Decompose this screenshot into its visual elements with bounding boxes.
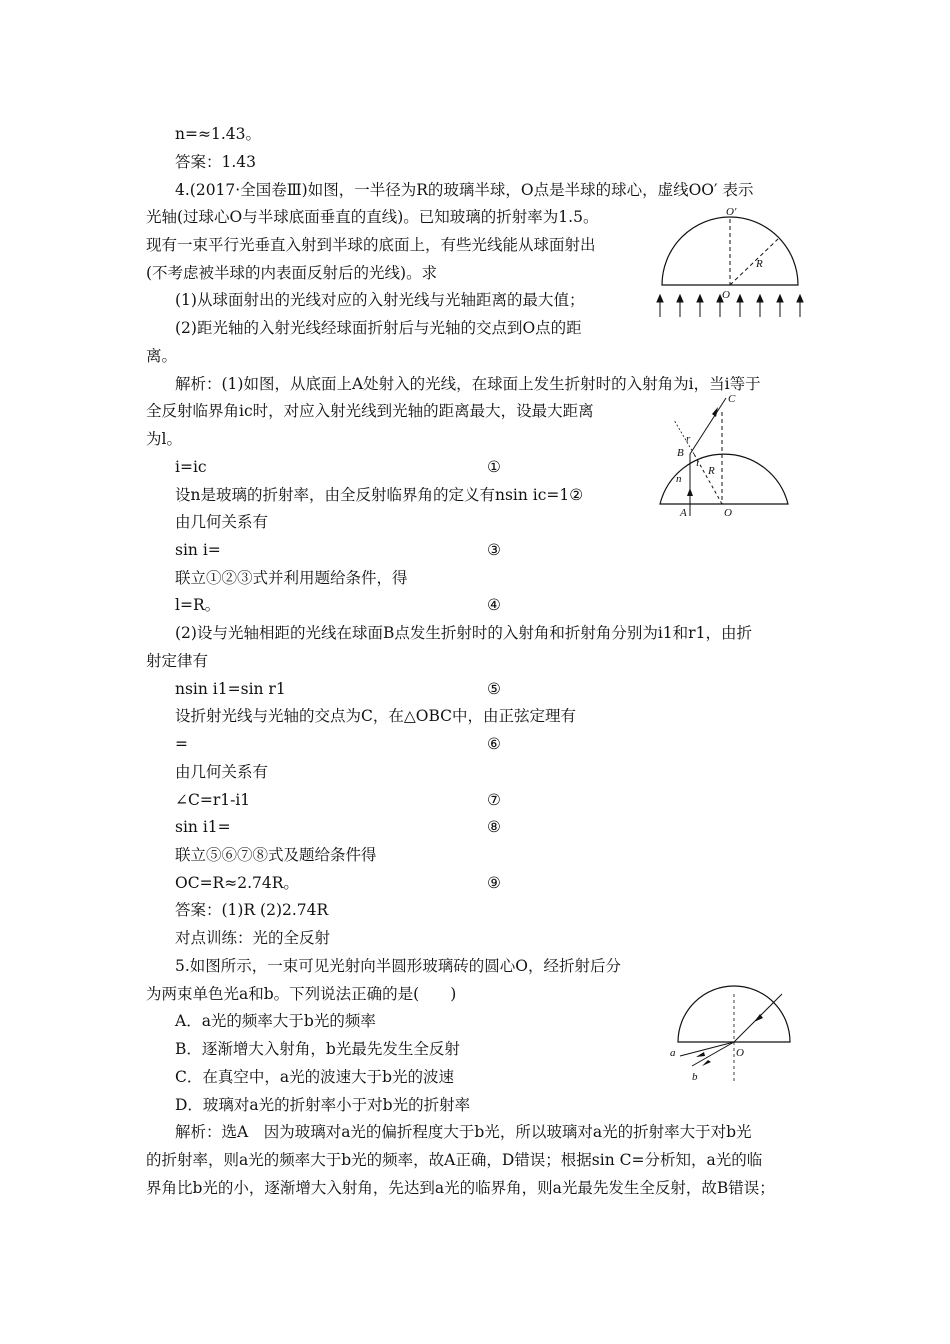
text-line: 由几何关系有 — [175, 763, 269, 781]
text-line: i=ic — [175, 458, 207, 476]
text-line: l=R。 — [175, 596, 221, 614]
text-line: 设n是玻璃的折射率，由全反射临界角的定义有nsin ic=1② — [175, 486, 584, 504]
label-r: R — [756, 258, 763, 270]
equation-number: ⑤ — [487, 680, 501, 698]
hemisphere-figure — [652, 205, 812, 325]
label-r-small: r — [686, 433, 691, 445]
text-line: 现有一束平行光垂直入射到半球的底面上，有些光线能从球面射出 — [146, 236, 596, 254]
text-line: 联立⑤⑥⑦⑧式及题给条件得 — [175, 846, 377, 864]
text-line: 5.如图所示，一束可见光射向半圆形玻璃砖的圆心O，经折射后分 — [175, 957, 621, 975]
text-line: 全反射临界角ic时，对应入射光线到光轴的距离最大，设最大距离 — [146, 402, 594, 420]
label-i: i — [696, 457, 700, 469]
text-line: 由几何关系有 — [175, 513, 269, 531]
text-line: 光轴(过球心O与半球底面垂直的直线)。已知玻璃的折射率为1.5。 — [146, 208, 599, 226]
text-line: (不考虑被半球的内表面反射后的光线)。求 — [146, 264, 438, 282]
text-line: D．玻璃对a光的折射率小于对b光的折射率 — [175, 1096, 471, 1114]
text-line: 解析：选A 因为玻璃对a光的偏折程度大于b光，所以玻璃对a光的折射率大于对b光 — [175, 1123, 752, 1141]
text-line: 对点训练：光的全反射 — [175, 929, 331, 947]
text-line: n=≈1.43。 — [175, 125, 261, 143]
text-line: A．a光的频率大于b光的频率 — [175, 1012, 376, 1030]
label-o-prime: O′ — [726, 206, 737, 218]
text-line: (1)从球面射出的光线对应的入射光线与光轴距离的最大值； — [175, 291, 585, 309]
text-line: (2)设与光轴相距的光线在球面B点发生折射时的入射角和折射角分别为i1和r1，由折 — [175, 624, 752, 642]
text-line: 联立①②③式并利用题给条件，得 — [175, 569, 408, 587]
text-line: 设折射光线与光轴的交点为C，在△OBC中，由正弦定理有 — [175, 707, 577, 725]
label-b: B — [677, 447, 684, 459]
text-line: 为l。 — [146, 430, 182, 448]
equation-number: ③ — [487, 541, 501, 559]
text-line: sin i1= — [175, 818, 231, 836]
label-c: C — [728, 393, 736, 405]
equation-number: ⑦ — [487, 791, 501, 809]
label-o: O — [736, 1047, 744, 1059]
text-line: ∠C=r1-i1 — [175, 791, 251, 809]
text-line: 界角比b光的小，逐渐增大入射角，先达到a光的临界角，则a光最先发生全反射，故B错误； — [146, 1179, 775, 1197]
label-n: n — [676, 473, 682, 485]
refraction-figure — [652, 392, 802, 522]
label-b: b — [692, 1071, 698, 1083]
text-line: 为两束单色光a和b。下列说法正确的是( ) — [146, 985, 457, 1003]
text-line: B．逐渐增大入射角，b光最先发生全反射 — [175, 1040, 460, 1058]
text-line: nsin i1=sin r1 — [175, 680, 286, 698]
text-line: C．在真空中，a光的波速大于b光的波速 — [175, 1068, 455, 1086]
equation-number: ④ — [487, 596, 501, 614]
text-line: 的折射率，则a光的频率大于b光的频率，故A正确，D错误；根据sin C=分析知，a光的临 — [146, 1151, 763, 1169]
text-line: (2)距光轴的入射光线经球面折射后与光轴的交点到O点的距 — [175, 319, 582, 337]
label-o: O — [722, 289, 730, 301]
equation-number: ⑧ — [487, 818, 501, 836]
text-line: 答案：1.43 — [175, 153, 257, 171]
label-r-big: R — [708, 465, 715, 477]
text-line: 4.(2017·全国卷Ⅲ)如图，一半径为R的玻璃半球，O点是半球的球心，虚线OO′ 表示 — [175, 181, 754, 199]
equation-number: ⑨ — [487, 874, 501, 892]
label-a: a — [670, 1047, 676, 1059]
text-line: OC=R≈2.74R。 — [175, 874, 299, 892]
text-line: sin i= — [175, 541, 221, 559]
glass-brick-figure — [664, 984, 814, 1094]
label-a: A — [680, 507, 687, 519]
text-line: 答案：(1)R (2)2.74R — [175, 901, 329, 919]
text-line: = — [175, 735, 188, 753]
text-line: 解析：(1)如图，从底面上A处射入的光线，在球面上发生折射时的入射角为i，当i等于 — [175, 375, 761, 393]
text-line: 射定律有 — [146, 652, 209, 670]
label-o: O — [724, 507, 732, 519]
equation-number: ⑥ — [487, 735, 501, 753]
text-line: 离。 — [146, 347, 178, 365]
equation-number: ① — [487, 458, 501, 476]
